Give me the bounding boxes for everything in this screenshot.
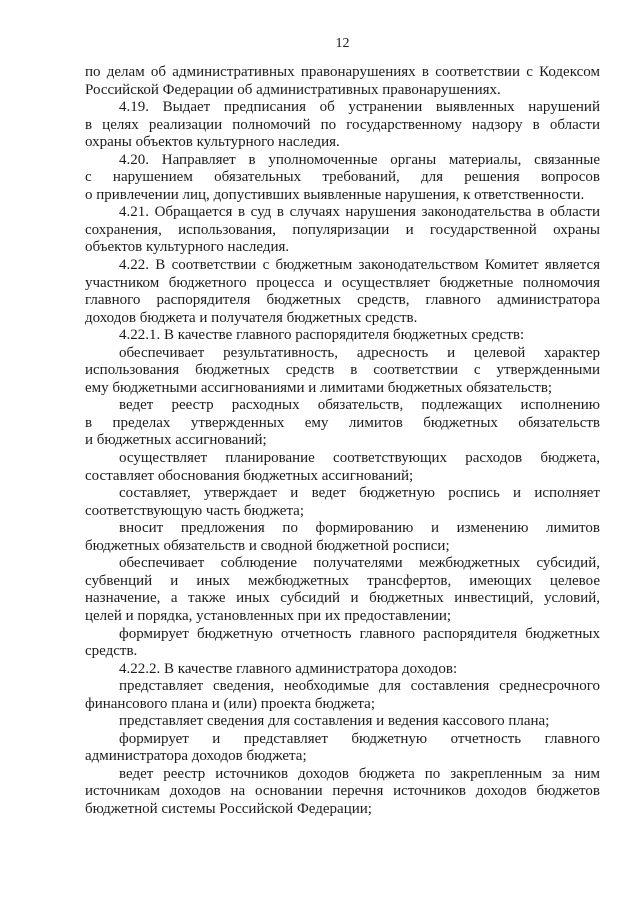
text-line: 4.22.2. В качестве главного администратора доходов: xyxy=(119,660,458,677)
paragraph xyxy=(85,555,600,625)
paragraph xyxy=(85,204,600,257)
text-line: формирует бюджетную отчетность главного распорядителя бюджетных xyxy=(119,625,600,642)
paragraph xyxy=(85,345,600,398)
text-line: в целях реализации полномочий по государственному надзору в области xyxy=(85,116,600,133)
text-line: представляет сведения для составления и ведения кассового плана; xyxy=(119,713,550,730)
text-line: 4.19. Выдает предписания об устранении выявленных нарушений xyxy=(119,99,600,116)
text-line: финансового плана и (или) проекта бюджета; xyxy=(85,695,375,712)
text-line: 4.20. Направляет в уполномоченные органы материалы, связанные xyxy=(119,151,600,168)
paragraph xyxy=(85,485,600,520)
document-body xyxy=(85,64,600,819)
text-line: доходов бюджета и получателя бюджетных средств. xyxy=(85,309,418,326)
text-line: о привлечении лиц, допустивших выявленные нарушения, к ответственности. xyxy=(85,186,585,203)
text-line: представляет сведения, необходимые для составления среднесрочного xyxy=(119,678,600,695)
text-line: по делам об административных правонарушениях в соответствии с Кодексом xyxy=(85,64,600,80)
text-line: 4.21. Обращается в суд в случаях нарушения законодательства в области xyxy=(119,204,600,221)
text-line: обеспечивает соблюдение получателями межбюджетных субсидий, xyxy=(119,555,600,572)
text-line: средств. xyxy=(85,643,138,660)
paragraph xyxy=(85,64,600,99)
paragraph xyxy=(85,397,600,450)
paragraph xyxy=(85,713,600,731)
text-line: бюджетных обязательств и сводной бюджетной росписи; xyxy=(85,537,450,554)
text-line: ведет реестр источников доходов бюджета по закрепленным за ним xyxy=(119,765,600,782)
text-line: 4.22. В соответствии с бюджетным законодательством Комитет является xyxy=(119,257,600,274)
paragraph xyxy=(85,520,600,555)
text-line: главного распорядителя бюджетных средств, главного администратора xyxy=(85,292,600,309)
text-line: составляет, утверждает и ведет бюджетную роспись и исполняет xyxy=(119,485,600,502)
paragraph xyxy=(85,99,600,152)
page-number: 12 xyxy=(335,36,350,51)
text-line: субвенций и иных межбюджетных трансфертов, имеющих целевое xyxy=(85,572,600,589)
paragraph xyxy=(85,626,600,661)
text-line: составляет обоснования бюджетных ассигнований; xyxy=(85,467,414,484)
text-line: ведет реестр расходных обязательств, подлежащих исполнению xyxy=(119,397,600,414)
text-line: формирует и представляет бюджетную отчетность главного xyxy=(119,730,600,747)
text-line: бюджетной системы Российской Федерации; xyxy=(85,800,372,817)
paragraph xyxy=(85,327,600,345)
paragraph xyxy=(85,766,600,819)
text-line: объектов культурного наследия. xyxy=(85,239,290,256)
text-line: с нарушением обязательных требований, для решения вопросов xyxy=(85,169,600,186)
paragraph xyxy=(85,257,600,327)
text-line: администратора доходов бюджета; xyxy=(85,748,307,765)
paragraph xyxy=(85,661,600,679)
text-line: Российской Федерации об административных правонарушениях. xyxy=(85,81,501,98)
text-line: целей и порядка, установленных при их предоставлении; xyxy=(85,607,452,624)
text-line: ему бюджетными ассигнованиями и лимитами бюджетных обязательств; xyxy=(85,379,553,396)
text-line: осуществляет планирование соответствующих расходов бюджета, xyxy=(119,450,600,467)
text-line: и бюджетных ассигнований; xyxy=(85,432,267,449)
text-line: сохранения, использования, популяризации и государственной охраны xyxy=(85,221,600,238)
text-line: соответствующую часть бюджета; xyxy=(85,502,305,519)
text-line: обеспечивает результативность, адресность и целевой характер xyxy=(119,344,600,361)
text-line: в пределах утвержденных ему лимитов бюджетных обязательств xyxy=(85,414,600,431)
paragraph xyxy=(85,152,600,205)
paragraph xyxy=(85,450,600,485)
paragraph xyxy=(85,731,600,766)
text-line: охраны объектов культурного наследия. xyxy=(85,134,340,151)
paragraph xyxy=(85,678,600,713)
text-line: вносит предложения по формированию и изменению лимитов xyxy=(119,520,600,537)
text-line: использования бюджетных средств в соответствии с утвержденными xyxy=(85,362,600,379)
text-line: 4.22.1. В качестве главного распорядителя бюджетных средств: xyxy=(119,327,525,344)
text-line: источникам доходов на основании перечня источников доходов бюджетов xyxy=(85,783,600,800)
text-line: назначение, а также иных субсидий и бюджетных инвестиций, условий, xyxy=(85,590,600,607)
text-line: участником бюджетного процесса и осуществляет бюджетные полномочия xyxy=(85,274,600,291)
